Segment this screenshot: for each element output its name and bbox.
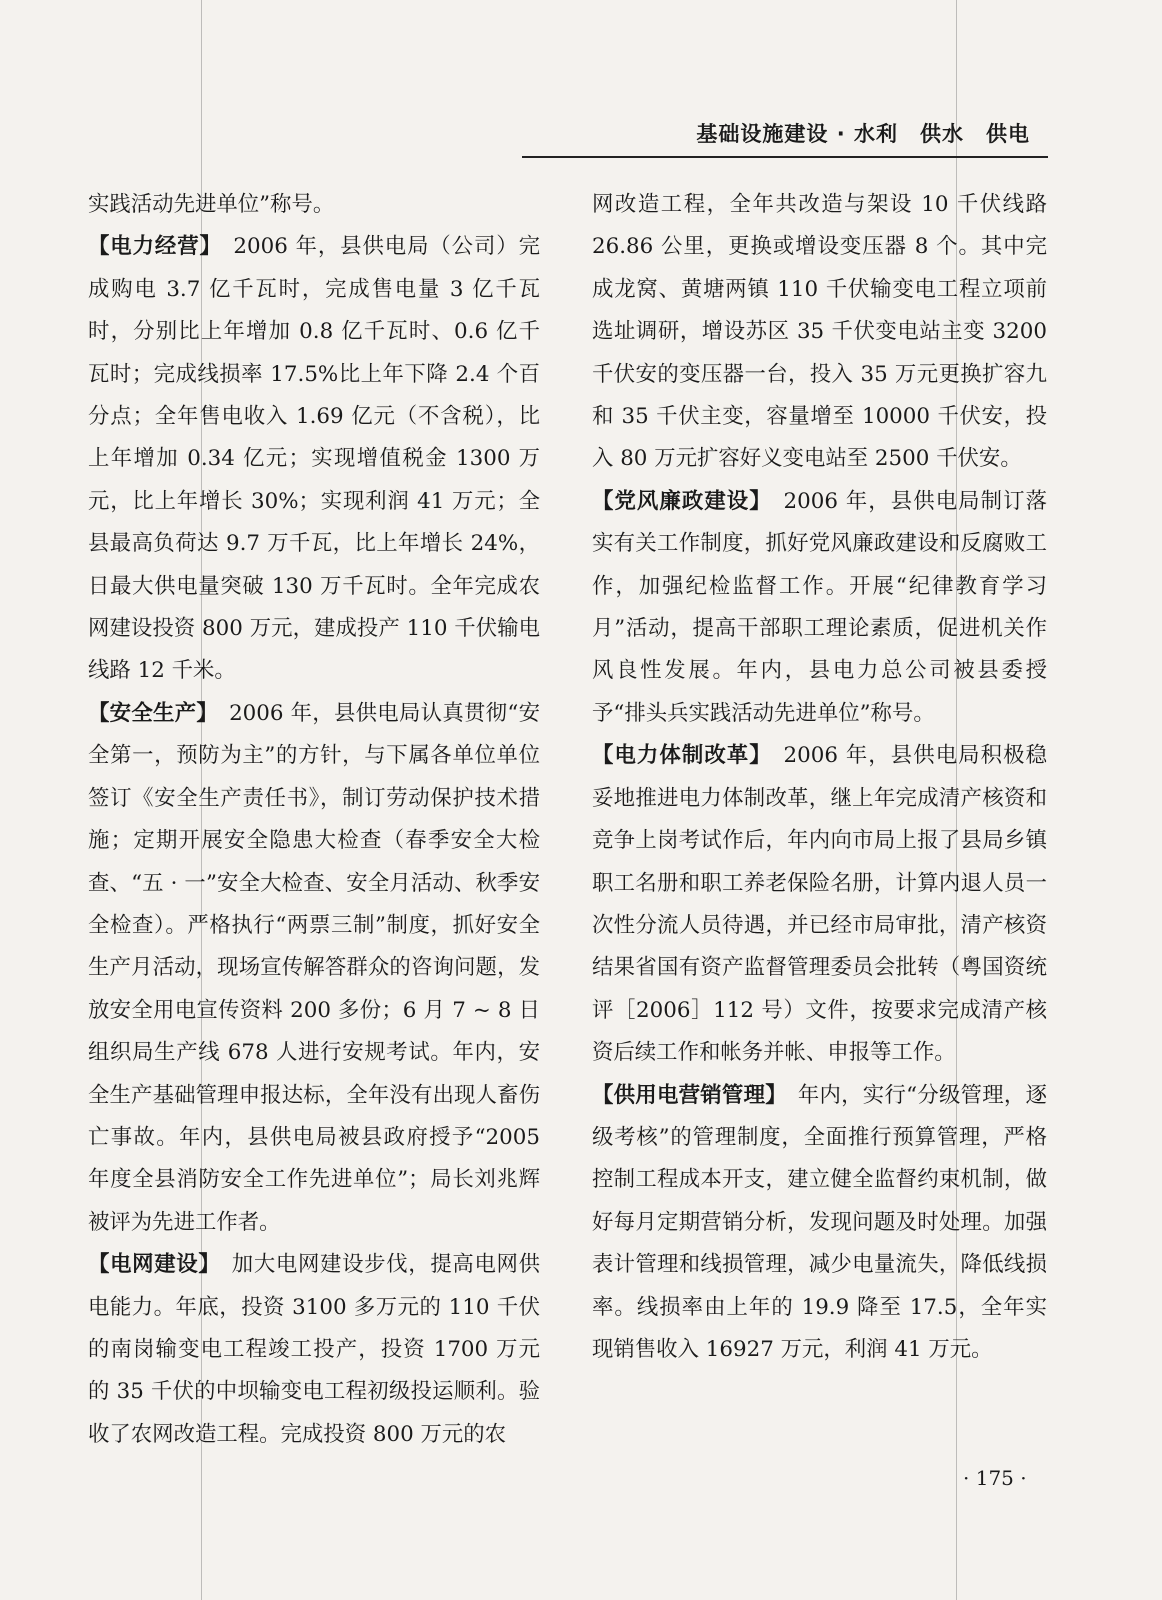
header-rule (522, 156, 1048, 158)
paragraph-text: 加大电网建设步伐，提高电网供电能力。年底，投资 3100 多万元的 110 千伏的南岗输变电工程竣工投产，投资 1700 万元的 35 千伏的中坝输变电工程初级投运顺利。验收了农网改造工程。完成投资 800 万元的农 (88, 1252, 540, 1447)
paragraph-text: 2006 年，县供电局积极稳妥地推进电力体制改革，继上年完成清产核资和竞争上岗考试作后，年内向市局上报了县局乡镇职工名册和职工养老保险名册，计算内退人员一次性分流人员待遇，并已经市局审批，清产核资结果省国有资产监督管理委员会批转（粤国资统评［2006］112 号）文件，按要求完成清产核资后续工作和帐务并帐、申报等工作。 (592, 743, 1047, 1066)
paragraph-text: 网改造工程，全年共改造与架设 10 千伏线路 26.86 公里，更换或增设变压器 8 个。其中完成龙窝、黄塘两镇 110 千伏输变电工程立项前选址调研，增设苏区 35 千伏变电站主变 3200 千伏安的变压器一台，投入 35 万元更换扩容九和 35 千伏主变，容量增至 10000 千伏安，投入 80 万元扩容好义变电站至 2500 千伏安。 (592, 192, 1047, 472)
right-column (592, 184, 1047, 1371)
left-column (88, 184, 540, 1456)
paragraph-text: 2006 年，县供电局（公司）完成购电 3.7 亿千瓦时，完成售电量 3 亿千瓦时，分别比上年增加 0.8 亿千瓦时、0.6 亿千瓦时；完成线损率 17.5%比上年下降 2.4 个百分点；全年售电收入 1.69 亿元（不含税），比上年增加 0.34 亿元；实现增值税金 1300 万元，比上年增长 30%；实现利润 41 万元；全县最高负荷达 9.7 万千瓦，比上年增长 24%，日最大供电量突破 130 万千瓦时。全年完成农网建设投资 800 万元，建成投产 110 千伏输电线路 12 千米。 (88, 234, 540, 684)
paragraph-continuation (88, 184, 540, 226)
paragraph-marketing-management (592, 1075, 1047, 1372)
section-heading: 【电力体制改革】 (592, 743, 762, 769)
paragraph-continuation (592, 184, 1047, 481)
paragraph-safety-production (88, 693, 540, 1244)
paragraph-power-reform (592, 735, 1047, 1074)
paragraph-text: 2006 年，县供电局认真贯彻“安全第一，预防为主”的方针，与下属各单位单位签订《安全生产责任书》，制订劳动保护技术措施；定期开展安全隐患大检查（春季安全大检查、“五 · 一”安全大检查、安全月活动、秋季安全检查）。严格执行“两票三制”制度，抓好安全生产月活动，现场宣传解答群众的咨询问题，发放安全用电宣传资料 200 多份；6 月 7 ~ 8 日组织局生产线 678 人进行安规考试。年内，安全生产基础管理申报达标，全年没有出现人畜伤亡事故。年内，县供电局被县政府授予“2005 年度全县消防安全工作先进单位”；局长刘兆辉被评为先进工作者。 (88, 700, 540, 1235)
running-header: 基础设施建设 · 水利 供水 供电 (696, 122, 1030, 146)
paragraph-power-operation (88, 226, 540, 692)
paragraph-grid-construction (88, 1244, 540, 1456)
paragraph-text: 实践活动先进单位”称号。 (88, 192, 335, 217)
section-heading: 【电力经营】 (88, 234, 212, 260)
paragraph-text: 年内，实行“分级管理，逐级考核”的管理制度，全面推行预算管理，严格控制工程成本开支，建立健全监督约束机制，做好每月定期营销分析，发现问题及时处理。加强表计管理和线损管理，减少电量流失，降低线损率。线损率由上年的 19.9 降至 17.5，全年实现销售收入 16927 万元，利润 41 万元。 (592, 1082, 1047, 1362)
paragraph-party-integrity (592, 481, 1047, 735)
paragraph-text: 2006 年，县供电局制订落实有关工作制度，抓好党风廉政建设和反腐败工作，加强纪检监督工作。开展“纪律教育学习月”活动，提高干部职工理论素质，促进机关作风良性发展。年内，县电力总公司被县委授予“排头兵实践活动先进单位”称号。 (592, 488, 1047, 726)
section-heading: 【党风廉政建设】 (592, 488, 762, 514)
section-heading: 【安全生产】 (88, 700, 208, 726)
section-heading: 【供用电营销管理】 (592, 1082, 777, 1108)
section-heading: 【电网建设】 (88, 1252, 210, 1278)
page-number: · 175 · (963, 1466, 1027, 1490)
